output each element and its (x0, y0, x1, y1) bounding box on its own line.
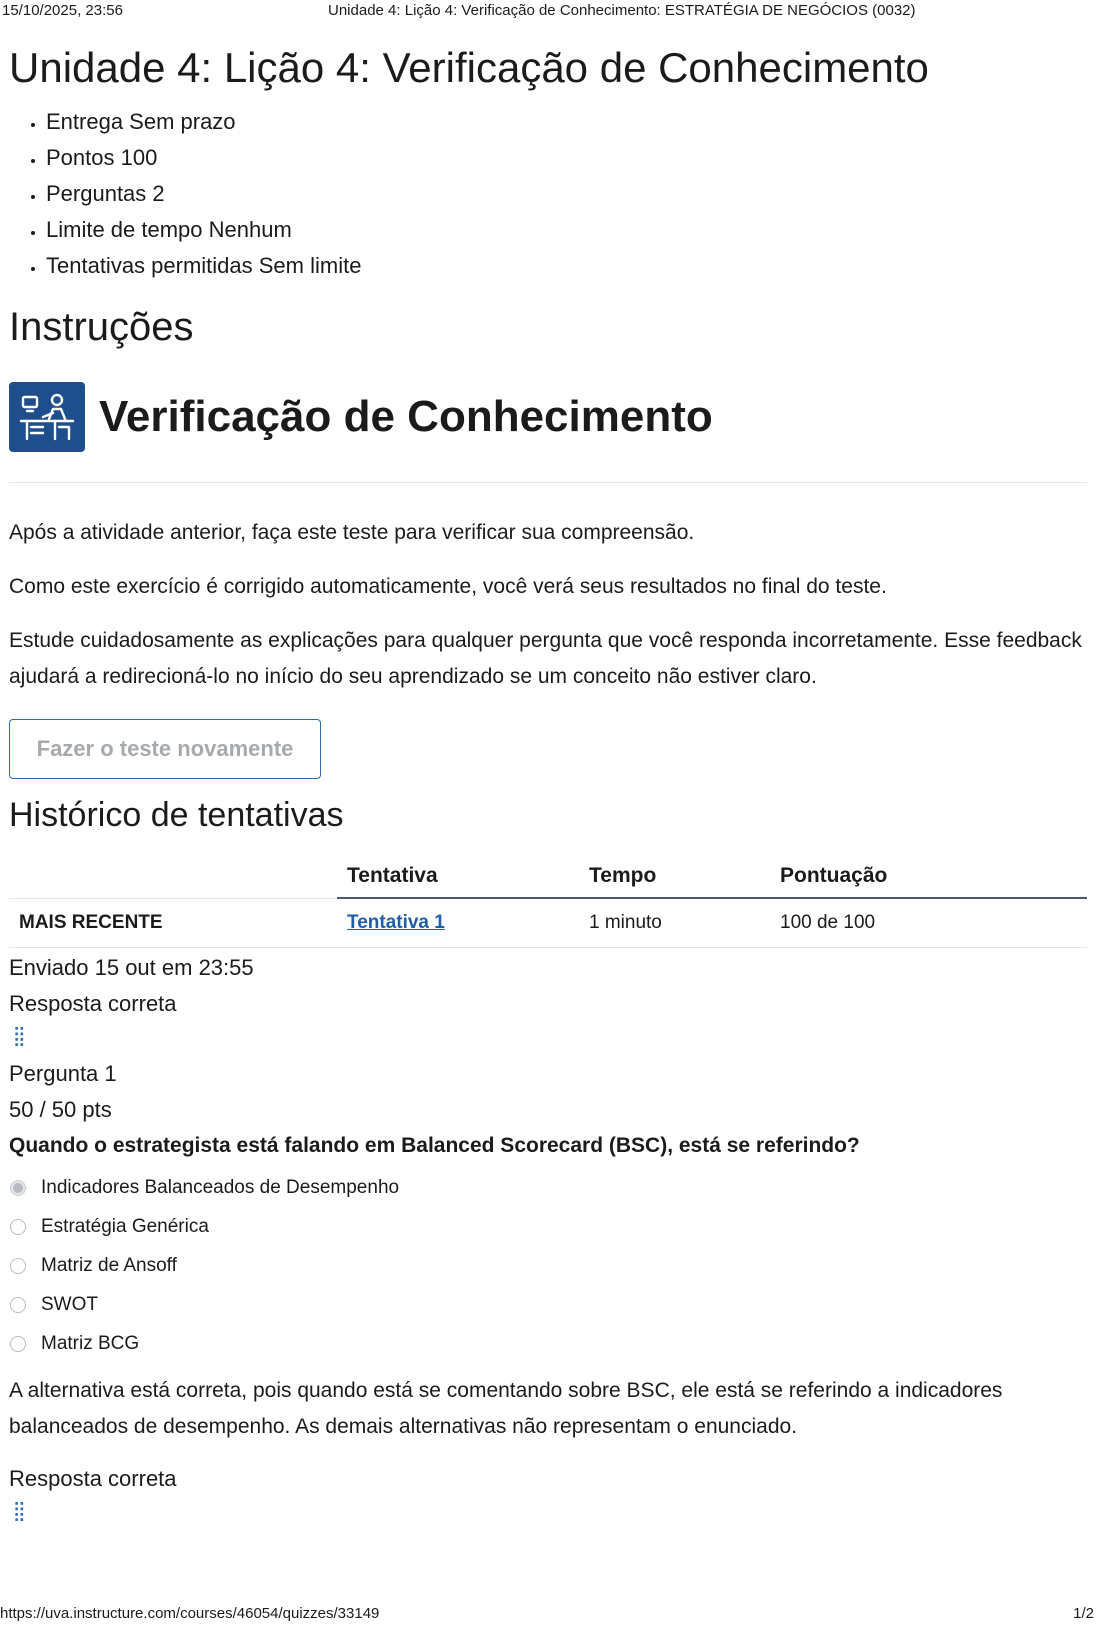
attempt-link[interactable]: Tentativa 1 (347, 912, 445, 933)
meta-questions: • Perguntas 2 (46, 176, 1087, 212)
question-1-options (9, 1168, 1087, 1363)
retake-quiz-button[interactable]: Fazer o teste novamente (9, 719, 321, 779)
print-doc-title: Unidade 4: Lição 4: Verificação de Conhecimento: ESTRATÉGIA DE NEGÓCIOS (0032) (328, 2, 916, 19)
answer-option[interactable] (9, 1285, 1087, 1324)
question-1-text: Quando o estrategista está falando em Balanced Scorecard (BSC), está se referindo? (9, 1134, 860, 1157)
print-page-number: 1/2 (1073, 1605, 1094, 1622)
knowledge-check-title: Verificação de Conhecimento (99, 392, 713, 441)
radio-icon[interactable] (10, 1336, 26, 1352)
meta-due: • Entrega Sem prazo (46, 104, 1087, 140)
quiz-meta-list (9, 104, 1087, 284)
print-date: 15/10/2025, 23:56 (2, 2, 123, 19)
question-1-explanation: A alternativa está correta, pois quando está se comentando sobre BSC, ele está se referindo a indicadores balanceados de desempenho. As demais alternativas não representam o enunciado. (9, 1379, 1003, 1438)
answer-option[interactable] (9, 1168, 1087, 1207)
instruction-paragraph-2: Como este exercício é corrigido automaticamente, você verá seus resultados no final do teste. (9, 575, 887, 598)
answer-label: Indicadores Balanceados de Desempenho (41, 1176, 400, 1198)
answer-label: SWOT (41, 1293, 98, 1315)
time-cell: 1 minuto (579, 898, 770, 948)
score-cell: 100 de 100 (770, 898, 1087, 948)
answer-option[interactable] (9, 1246, 1087, 1285)
person-at-desk-icon (9, 382, 85, 452)
column-header-time: Tempo (579, 855, 770, 898)
divider (9, 482, 1087, 483)
question-2-status: Resposta correta (9, 1466, 177, 1491)
radio-icon[interactable] (10, 1297, 26, 1313)
instruction-paragraph-1: Após a atividade anterior, faça este teste para verificar sua compreensão. (9, 521, 695, 544)
answer-option[interactable] (9, 1207, 1087, 1246)
meta-attempts: • Tentativas permitidas Sem limite (46, 248, 1087, 284)
question-1-points: 50 / 50 pts (9, 1097, 112, 1122)
drag-handle-icon[interactable]: ⁞⁞ (13, 1497, 24, 1527)
column-header-score: Pontuação (770, 855, 1087, 898)
answer-option[interactable] (9, 1324, 1087, 1363)
knowledge-check-heading-row (9, 382, 1087, 452)
radio-icon[interactable] (10, 1219, 26, 1235)
attempt-history-heading: Histórico de tentativas (9, 796, 344, 834)
row-label-most-recent: MAIS RECENTE (9, 898, 337, 948)
print-header (0, 0, 1096, 22)
table-header-blank (9, 855, 337, 898)
table-row (9, 898, 1087, 948)
page-title: Unidade 4: Lição 4: Verificação de Conhecimento (9, 44, 929, 91)
answer-label: Matriz de Ansoff (41, 1254, 177, 1276)
quiz-content (9, 38, 1087, 1527)
meta-time-limit: • Limite de tempo Nenhum (46, 212, 1087, 248)
instruction-paragraph-3: Estude cuidadosamente as explicações para qualquer pergunta que você responda incorretamente. Esse feedback ajudará a redirecioná-lo no início do seu aprendizado se um conceito não estiver claro. (9, 629, 1082, 688)
radio-icon[interactable] (10, 1258, 26, 1274)
print-url: https://uva.instructure.com/courses/46054/quizzes/33149 (0, 1605, 380, 1622)
question-1-number: Pergunta 1 (9, 1061, 117, 1086)
submitted-text: Enviado 15 out em 23:55 (9, 955, 254, 980)
print-footer (0, 1603, 1096, 1625)
instructions-heading: Instruções (9, 305, 194, 349)
question-1-status: Resposta correta (9, 991, 177, 1016)
answer-label: Estratégia Genérica (41, 1215, 209, 1237)
column-header-attempt: Tentativa (337, 855, 579, 898)
attempt-cell (337, 898, 579, 948)
radio-selected-icon[interactable] (10, 1180, 26, 1196)
table-header-row (9, 855, 1087, 898)
answer-label: Matriz BCG (41, 1332, 140, 1354)
attempt-history-table (9, 855, 1087, 948)
drag-handle-icon[interactable]: ⁞⁞ (13, 1022, 24, 1052)
meta-points: • Pontos 100 (46, 140, 1087, 176)
